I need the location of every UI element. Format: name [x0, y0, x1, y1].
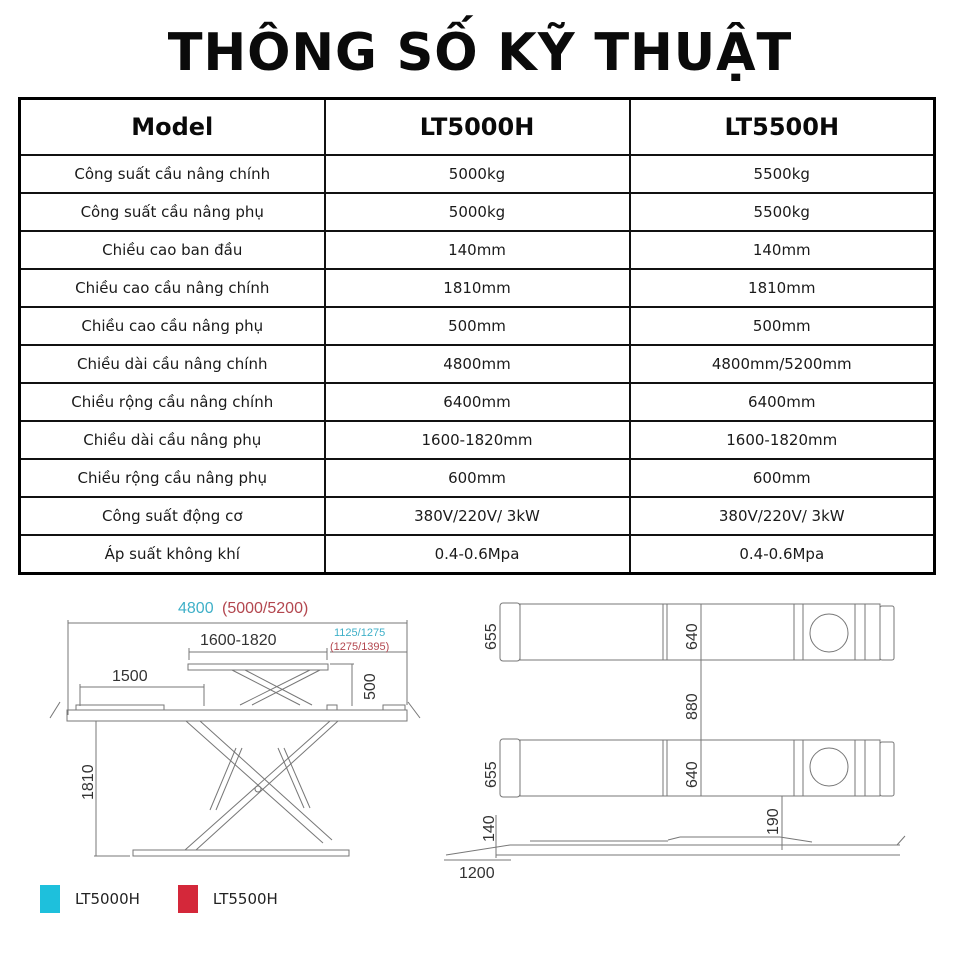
- segment-1500-label: 1500: [112, 668, 148, 685]
- spec-value-lt5000h: 600mm: [325, 459, 630, 497]
- swatch-lt5500h: [178, 885, 198, 913]
- spec-value-lt5000h: 5000kg: [325, 193, 630, 231]
- length-lt5500h-label: (5000/5200): [222, 600, 309, 617]
- spec-value-lt5500h: 5500kg: [630, 193, 935, 231]
- spec-label: Công suất động cơ: [20, 497, 325, 535]
- runway-width-2-label: 655: [483, 761, 500, 788]
- aux-length-label: 1600-1820: [200, 632, 277, 649]
- page-title: THÔNG SỐ KỸ THUẬT: [167, 23, 793, 83]
- spec-label: Công suất cầu nâng phụ: [20, 193, 325, 231]
- swatch-lt5000h: [40, 885, 60, 913]
- legend-item-lt5000h: [40, 885, 140, 913]
- ramp-length-label: 1200: [459, 865, 495, 882]
- spec-value-lt5500h: 380V/220V/ 3kW: [630, 497, 935, 535]
- spec-label: Chiều dài cầu nâng chính: [20, 345, 325, 383]
- side-view-drawing: [0, 590, 440, 880]
- legend-label-lt5500h: LT5500H: [212, 890, 278, 908]
- table-row: [20, 535, 935, 574]
- spec-label: Chiều rộng cầu nâng chính: [20, 383, 325, 421]
- overhang-lt5000h-label: 1125/1275: [334, 627, 386, 639]
- aux-height-label: 500: [362, 673, 379, 700]
- overhang-lt5500h-label: (1275/1395): [330, 641, 390, 653]
- spec-value-lt5000h: 380V/220V/ 3kW: [325, 497, 630, 535]
- spec-value-lt5000h: 6400mm: [325, 383, 630, 421]
- legend-label-lt5000h: LT5000H: [75, 890, 140, 908]
- legend-item-lt5500h: [178, 885, 278, 913]
- spec-value-lt5000h: 500mm: [325, 307, 630, 345]
- spec-label: Chiều dài cầu nâng phụ: [20, 421, 325, 459]
- table-row: [20, 383, 935, 421]
- spec-value-lt5500h: 1600-1820mm: [630, 421, 935, 459]
- table-row: [20, 421, 935, 459]
- table-row: [20, 193, 935, 231]
- spec-value-lt5500h: 4800mm/5200mm: [630, 345, 935, 383]
- spec-label: Chiều cao cầu nâng chính: [20, 269, 325, 307]
- spec-label: Công suất cầu nâng chính: [20, 155, 325, 193]
- spec-value-lt5500h: 600mm: [630, 459, 935, 497]
- gap-label: 880: [684, 693, 701, 720]
- table-row: [20, 459, 935, 497]
- table-row: [20, 345, 935, 383]
- spec-value-lt5000h: 140mm: [325, 231, 630, 269]
- inner-width-2-label: 640: [684, 761, 701, 788]
- runway-width-1-label: 655: [483, 623, 500, 650]
- max-height-label: 1810: [80, 764, 97, 800]
- spec-value-lt5500h: 1810mm: [630, 269, 935, 307]
- spec-value-lt5500h: 0.4-0.6Mpa: [630, 535, 935, 574]
- spec-label: Chiều cao ban đầu: [20, 231, 325, 269]
- table-header-row: [20, 99, 935, 156]
- spec-label: Áp suất không khí: [20, 535, 325, 574]
- spec-value-lt5000h: 1600-1820mm: [325, 421, 630, 459]
- table-row: [20, 231, 935, 269]
- table-row: [20, 497, 935, 535]
- header-lt5500h: LT5500H: [630, 99, 935, 156]
- spec-value-lt5500h: 6400mm: [630, 383, 935, 421]
- top-view-drawing: [430, 590, 930, 890]
- legend: [40, 885, 316, 913]
- header-model: Model: [20, 99, 325, 156]
- spec-value-lt5000h: 5000kg: [325, 155, 630, 193]
- header-lt5000h: LT5000H: [325, 99, 630, 156]
- spec-value-lt5500h: 5500kg: [630, 155, 935, 193]
- spec-value-lt5000h: 0.4-0.6Mpa: [325, 535, 630, 574]
- inner-width-1-label: 640: [684, 623, 701, 650]
- spec-value-lt5000h: 1810mm: [325, 269, 630, 307]
- spec-table: [18, 97, 936, 575]
- table-row: [20, 155, 935, 193]
- spec-value-lt5500h: 140mm: [630, 231, 935, 269]
- spec-value-lt5000h: 4800mm: [325, 345, 630, 383]
- length-lt5000h-label: 4800: [178, 600, 214, 617]
- spec-label: Chiều cao cầu nâng phụ: [20, 307, 325, 345]
- spec-value-lt5500h: 500mm: [630, 307, 935, 345]
- spec-label: Chiều rộng cầu nâng phụ: [20, 459, 325, 497]
- height-190-label: 190: [765, 808, 782, 835]
- min-height-label: 140: [481, 815, 498, 842]
- table-row: [20, 269, 935, 307]
- table-row: [20, 307, 935, 345]
